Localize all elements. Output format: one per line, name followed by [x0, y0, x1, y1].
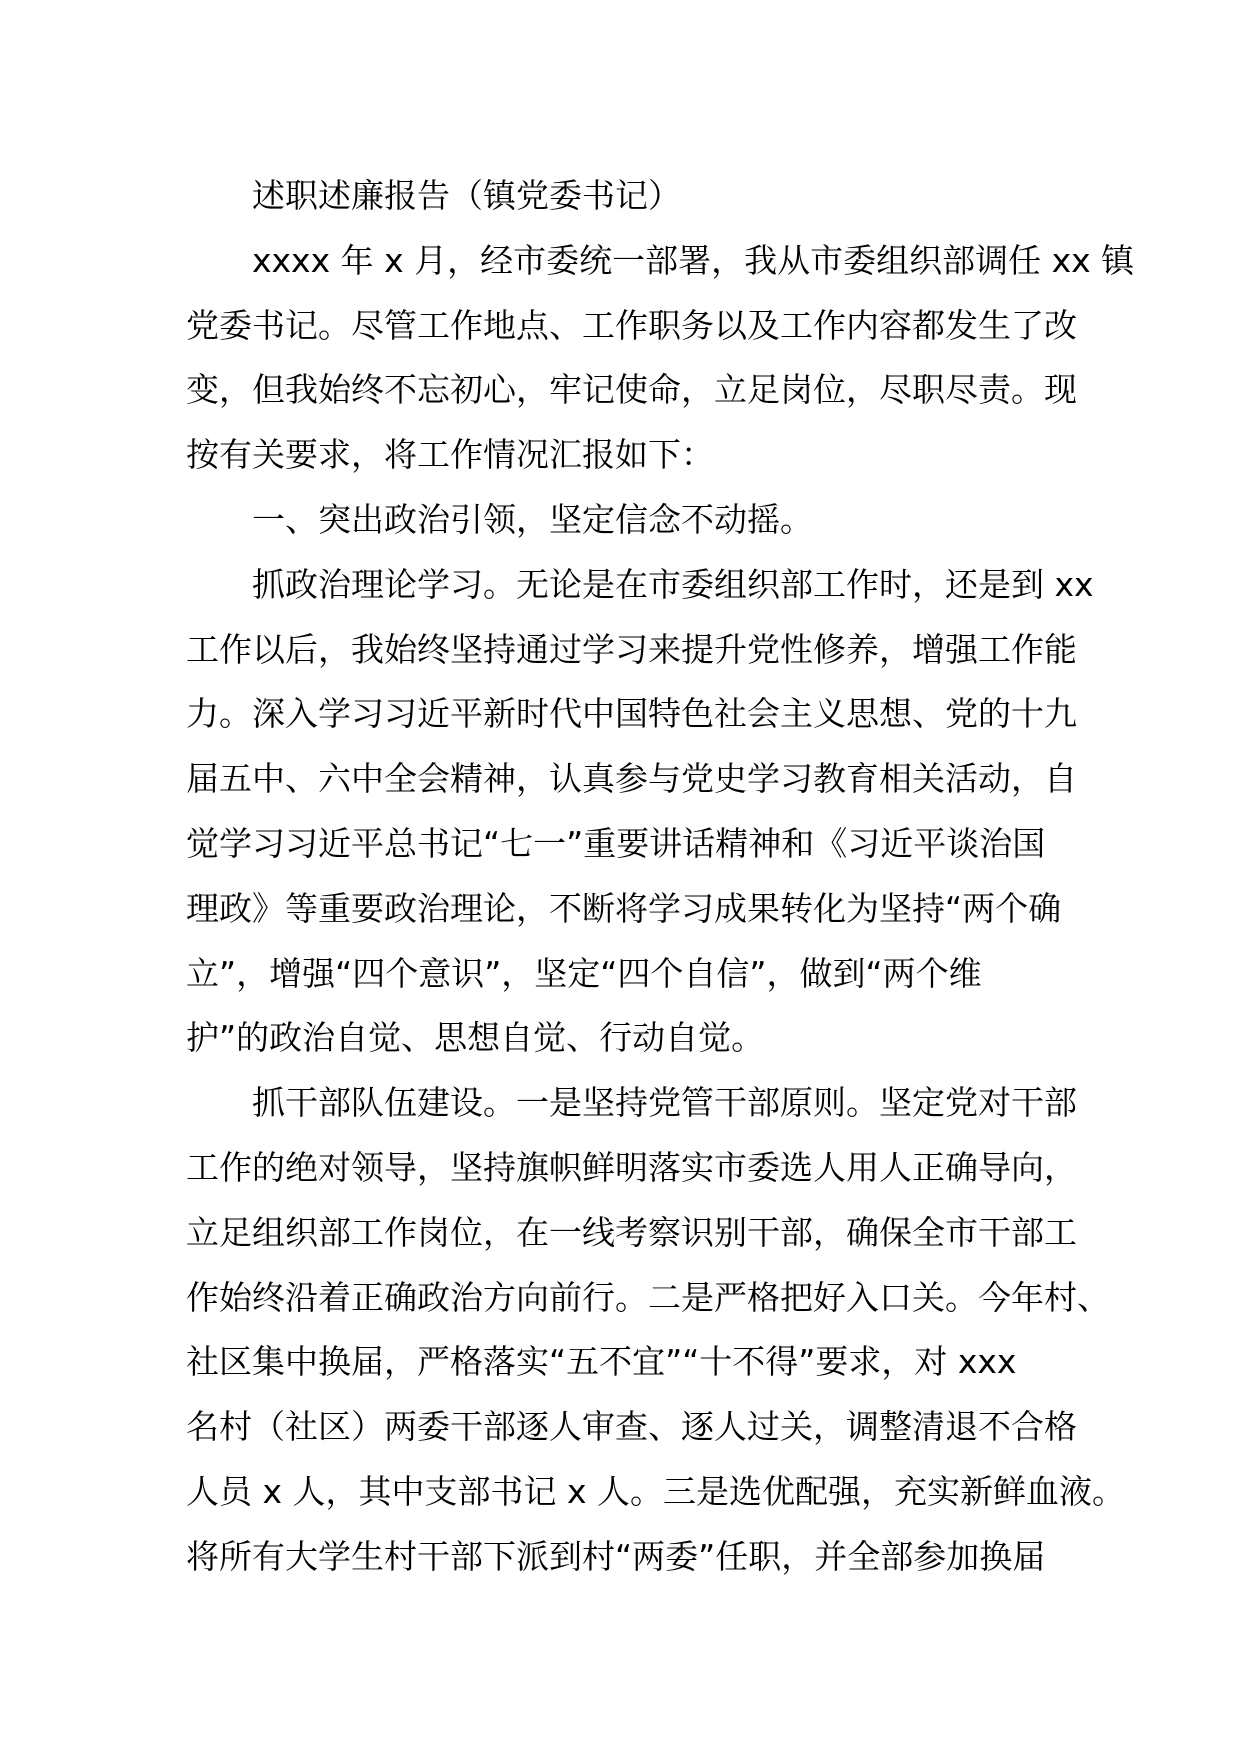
paragraph-line: 变，但我始终不忘初心，牢记使命，立足岗位，尽职尽责。现 — [186, 370, 1077, 410]
document-body — [186, 164, 1135, 1590]
paragraph-line: 立足组织部工作岗位，在一线考察识别干部，确保全市干部工 — [186, 1212, 1077, 1252]
paragraph-line: 社区集中换届，严格落实“五不宜”“十不得”要求，对 xxx — [186, 1342, 1017, 1382]
paragraph-line: 届五中、六中全会精神，认真参与党史学习教育相关活动，自 — [186, 759, 1077, 799]
paragraph-line: xxxx 年 x 月，经市委统一部署，我从市委组织部调任 xx 镇 — [252, 240, 1135, 280]
paragraph-line: 理政》等重要政治理论，不断将学习成果转化为坚持“两个确 — [186, 888, 1062, 928]
paragraph-line: 按有关要求，将工作情况汇报如下： — [186, 435, 714, 475]
paragraph-line: 护”的政治自觉、思想自觉、行动自觉。 — [186, 1018, 765, 1058]
paragraph-line: 抓政治理论学习。无论是在市委组织部工作时，还是到 xx — [252, 564, 1094, 604]
paragraph-line: 党委书记。尽管工作地点、工作职务以及工作内容都发生了改 — [186, 305, 1077, 345]
paragraph-line: 立”，增强“四个意识”，坚定“四个自信”，做到“两个维 — [186, 953, 982, 993]
paragraph-line: 觉学习习近平总书记“七一”重要讲话精神和《习近平谈治国 — [186, 823, 1046, 863]
paragraph-line: 将所有大学生村干部下派到村“两委”任职，并全部参加换届 — [186, 1536, 1046, 1576]
paragraph-line: 名村（社区）两委干部逐人审查、逐人过关，调整清退不合格 — [186, 1407, 1077, 1447]
paragraph-line: 抓干部队伍建设。一是坚持党管干部原则。坚定党对干部 — [252, 1083, 1077, 1123]
paragraph-line: 工作的绝对领导，坚持旗帜鲜明落实市委选人用人正确导向， — [186, 1147, 1077, 1187]
paragraph-line: 作始终沿着正确政治方向前行。二是严格把好入口关。今年村、 — [186, 1277, 1110, 1317]
paragraph-line: 人员 x 人，其中支部书记 x 人。三是选优配强，充实新鲜血液。 — [186, 1471, 1126, 1511]
paragraph-line: 力。深入学习习近平新时代中国特色社会主义思想、党的十九 — [186, 694, 1077, 734]
document-title: 述职述廉报告（镇党委书记） — [252, 176, 681, 215]
paragraph-line: 工作以后，我始终坚持通过学习来提升党性修养，增强工作能 — [186, 629, 1077, 669]
section-heading: 一、突出政治引领，坚定信念不动摇。 — [252, 499, 813, 539]
